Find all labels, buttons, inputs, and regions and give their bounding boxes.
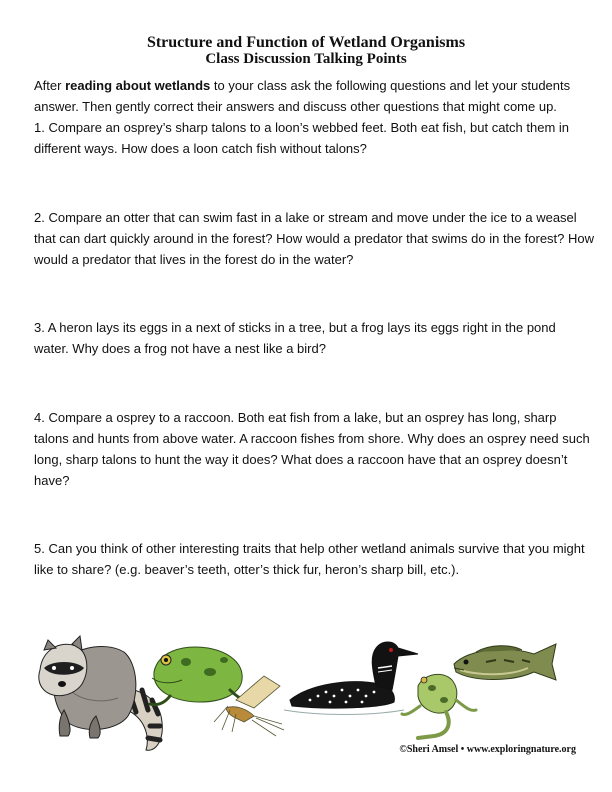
copyright-credit: ©Sheri Amsel • www.exploringnature.org (399, 744, 576, 755)
wetland-animals-illustration (0, 612, 612, 762)
question-5: 5. Can you think of other interesting traits that help other wetland animals survive that you might like to share? (e.g. beaver’s teeth, otter’s thick fur, heron’s sharp bill, etc.). (34, 541, 585, 577)
bass-icon (454, 644, 556, 680)
question-4: 4. Compare a osprey to a raccoon. Both eat fish from a lake, but an osprey has long, sharp talons and hunts from above water. A raccoon fishes from shore. Why does an osprey need such long, sharp talons to hunt the way it does? What does a raccoon have that an osprey doesn’t have? (34, 410, 590, 488)
question-1: 1. Compare an osprey’s sharp talons to a loon’s webbed feet. Both eat fish, but catch them in different ways. How does a loon catch fish without talons? (34, 120, 570, 156)
intro-text-start: After (34, 78, 66, 93)
page-subtitle: Class Discussion Talking Points (205, 51, 407, 67)
question-2: 2. Compare an otter that can swim fast in a lake or stream and move under the ice to a weasel that can dart quickly around in the forest? How would a predator that swims do in the forest? How would a predator that lives in the forest do in the water? (34, 210, 595, 267)
question-3: 3. A heron lays its eggs in a next of sticks in a tree, but a frog lays its eggs right in the pond water. Why does a frog not have a nest like a bird? (34, 320, 556, 356)
loon-icon (284, 642, 418, 715)
leopard-frog-icon (402, 674, 476, 738)
raccoon-icon (39, 636, 163, 750)
page-title: Structure and Function of Wetland Organisms (146, 34, 466, 51)
intro-paragraph (34, 75, 594, 117)
intro-text-end: to your class ask the following questions and let your students answer. Then gently correct their answers and discuss other questions that might come up. (34, 78, 571, 114)
intro-link-text: reading about wetlands (65, 78, 211, 93)
